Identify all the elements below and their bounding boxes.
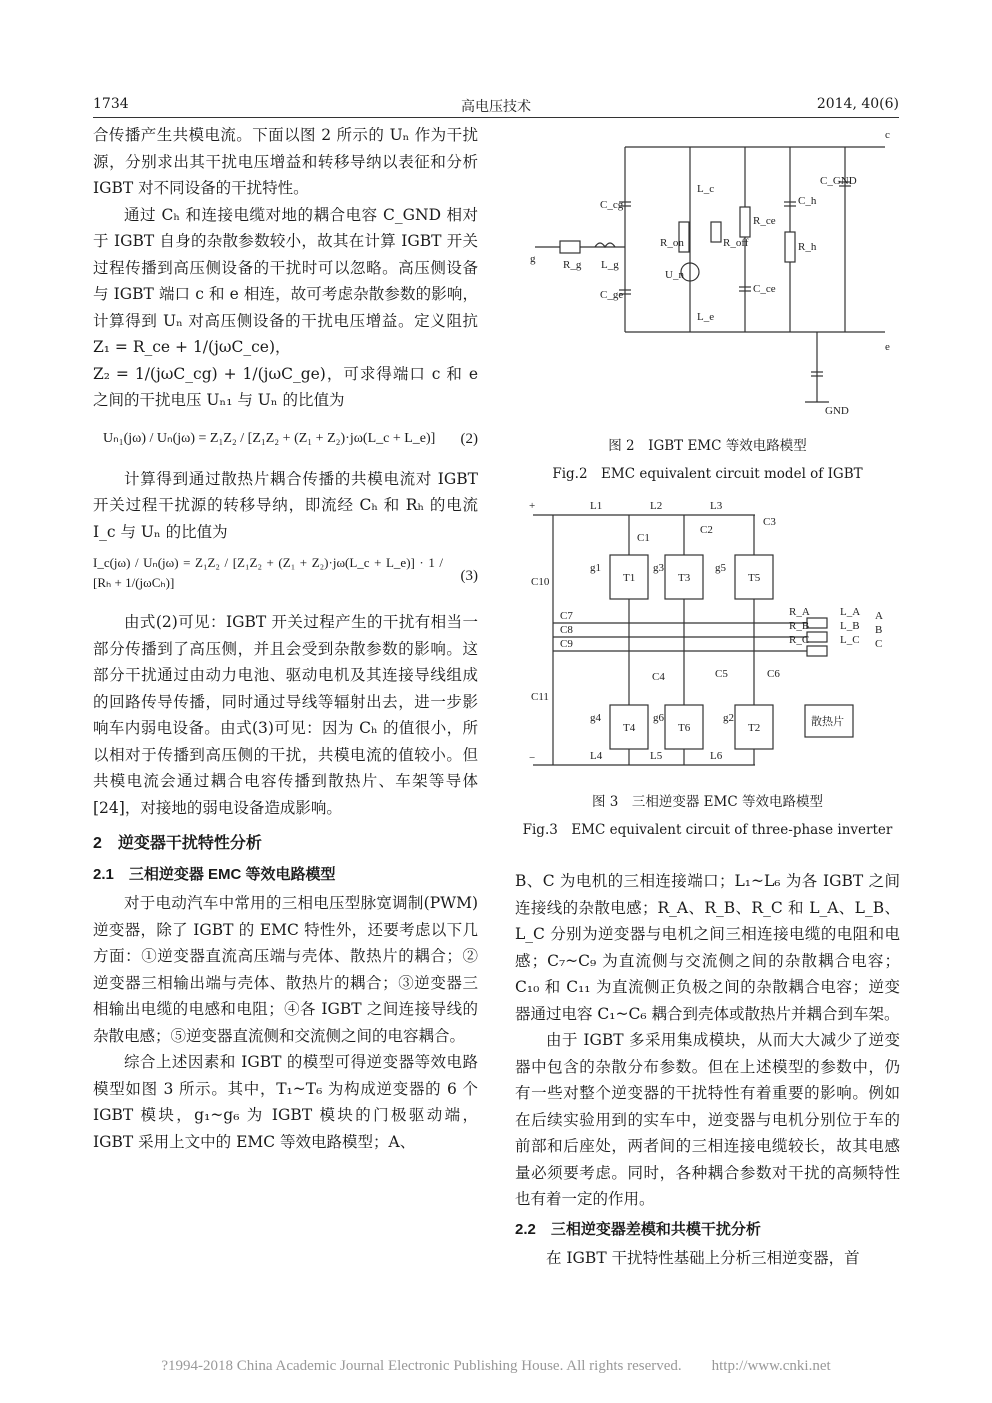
equation-body: Uₙ₁(jω) / Uₙ(jω) = Z₁Z₂ / [Z₁Z₂ + (Z₁ + Z₂)·jω(L_c + L_e)] <box>103 430 436 446</box>
paragraph: 综合上述因素和 IGBT 的模型可得逆变器等效电路模型如图 3 所示。其中，T₁~T₆ 为构成逆变器的 6 个 IGBT 模块，g₁~g₆ 为 IGBT 模块的门极驱动端，IGBT 采用上文中的 EMC 等效电路模型；A、 <box>93 1053 478 1151</box>
journal-title: 高电压技术 <box>461 99 531 115</box>
figure-2-circuit <box>515 122 900 427</box>
svg-text:−: − <box>529 752 536 764</box>
svg-text:T6: T6 <box>678 722 691 734</box>
svg-text:C9: C9 <box>560 638 573 650</box>
equation-3 <box>93 545 478 609</box>
subsection-heading: 2.1 三相逆变器 EMC 等效电路模型 <box>93 865 336 883</box>
right-column <box>515 868 900 1272</box>
svg-text:C6: C6 <box>767 668 780 680</box>
svg-text:c: c <box>885 129 890 141</box>
copyright-footer: ?1994-2018 China Academic Journal Electronic Publishing House. All rights reserved. http://www.cnki.net <box>161 1358 831 1374</box>
figure-3-caption-en: Fig.3 EMC equivalent circuit of three-phase inverter <box>522 822 893 838</box>
svg-text:g5: g5 <box>715 562 726 574</box>
paragraph: B、C 为电机的三相连接端口；L₁~L₆ 为各 IGBT 之间连接线的杂散电感；R_A、R_B、R_C 和 L_A、L_B、L_C 分别为逆变器与电机之间三相连接电缆的电阻和电感；C₇~C₉ 为直流侧与交流侧之间的杂散耦合电容；C₁₀ 和 C₁₁ 为直流侧正负极之间的杂散耦合电容；逆变器通过电容 C₁~C₆ 耦合到壳体或散热片并耦合到车架。 <box>515 872 900 1023</box>
paragraph: 由式(2)可见：IGBT 开关过程产生的干扰有相当一部分传播到了高压侧，并且会受到杂散参数的影响。这部分干扰通过由动力电池、驱动电机及其连接导线组成的回路传导传播，同时通过导线等辐射出去，进一步影响车内弱电设备。由式(3)可见：因为 Cₕ 的值很小，所以相对于传播到高压侧的干扰，共模电流的值较小。但共模电流会通过耦合电容传播到散热片、车架等导体[24]，对接地的弱电设备造成影响。 <box>93 613 478 817</box>
svg-text:R_h: R_h <box>798 241 817 253</box>
svg-text:散热片: 散热片 <box>811 716 844 728</box>
svg-text:T4: T4 <box>623 722 636 734</box>
svg-text:g2: g2 <box>723 712 734 724</box>
paragraph: 由于 IGBT 多采用集成模块，从而大大减少了逆变器中包含的杂散分布参数。但在上述模型的参数中，仍有一些对整个逆变器的干扰特性有着重要的影响。例如在后续实验用到的实车中，逆变器与电机分别位于车的前部和后座处，两者间的三相连接电缆较长，故其电感量必须要考虑。同时，各种耦合参数对干扰的高频特性也有着一定的作用。 <box>515 1031 900 1208</box>
page-number: 1734 <box>93 96 129 112</box>
svg-text:C10: C10 <box>531 576 550 588</box>
svg-text:C11: C11 <box>531 691 549 703</box>
svg-text:C4: C4 <box>652 671 665 683</box>
svg-text:C_ge: C_ge <box>600 289 624 301</box>
svg-text:T2: T2 <box>748 722 761 734</box>
svg-text:L_A: L_A <box>840 606 861 618</box>
figure-3-caption-cn: 图 3 三相逆变器 EMC 等效电路模型 <box>592 794 823 810</box>
svg-text:L2: L2 <box>650 500 663 512</box>
issue-info: 2014, 40(6) <box>816 96 899 112</box>
header-rule <box>93 117 899 118</box>
equation-number: (2) <box>460 430 478 447</box>
svg-text:L3: L3 <box>710 500 723 512</box>
svg-text:C8: C8 <box>560 624 573 636</box>
svg-text:L_B: L_B <box>840 620 860 632</box>
svg-text:R_ce: R_ce <box>753 215 776 227</box>
paragraph: 在 IGBT 干扰特性基础上分析三相逆变器，首 <box>546 1249 860 1267</box>
paragraph: 对于电动汽车中常用的三相电压型脉宽调制(PWM)逆变器，除了 IGBT 的 EMC 特性外，还要考虑以下几方面：①逆变器直流高压端与壳体、散热片的耦合；②逆变器三相输出端与壳体、散热片的耦合；③逆变器三相输出电缆的电感和电阻；④各 IGBT 之间连接导线的杂散电感；⑤逆变器直流侧和交流侧之间的电容耦合。 <box>93 894 478 1045</box>
svg-text:R_on: R_on <box>660 237 684 249</box>
svg-text:T5: T5 <box>748 572 761 584</box>
equation-2 <box>93 414 478 466</box>
svg-text:g6: g6 <box>653 712 664 724</box>
svg-text:C3: C3 <box>763 516 776 528</box>
svg-text:T1: T1 <box>623 572 636 584</box>
svg-text:C_ce: C_ce <box>753 283 776 295</box>
svg-text:g3: g3 <box>653 562 664 574</box>
figure-3-circuit <box>515 495 900 780</box>
svg-text:C5: C5 <box>715 668 728 680</box>
left-column <box>93 122 478 1155</box>
svg-text:L6: L6 <box>710 750 723 762</box>
svg-text:g4: g4 <box>590 712 601 724</box>
svg-text:+: + <box>529 500 536 512</box>
figure-2-caption-en: Fig.2 EMC equivalent circuit model of IGBT <box>552 466 863 482</box>
svg-text:C2: C2 <box>700 524 713 536</box>
svg-text:e: e <box>885 341 890 353</box>
svg-text:g1: g1 <box>590 562 601 574</box>
section-heading: 2 逆变器干扰特性分析 <box>93 835 262 852</box>
svg-text:L1: L1 <box>590 500 603 512</box>
equation-number: (3) <box>460 568 478 584</box>
svg-text:R_C: R_C <box>789 634 810 646</box>
svg-text:L_e: L_e <box>697 311 715 323</box>
svg-text:R_g: R_g <box>563 259 582 271</box>
svg-text:L_c: L_c <box>697 183 715 195</box>
svg-text:L4: L4 <box>590 750 603 762</box>
svg-text:C: C <box>875 638 883 650</box>
svg-text:A: A <box>875 610 883 622</box>
svg-text:L_C: L_C <box>840 634 860 646</box>
paragraph: Z₂ = 1/(jωC_cg) + 1/(jωC_ge)，可求得端口 c 和 e 之间的干扰电压 Uₙ₁ 与 Uₙ 的比值为 <box>93 364 478 409</box>
svg-text:R_B: R_B <box>789 620 810 632</box>
svg-text:C_cg: C_cg <box>600 199 624 211</box>
figure-2-caption-cn: 图 2 IGBT EMC 等效电路模型 <box>608 438 807 454</box>
svg-text:B: B <box>875 624 883 636</box>
svg-text:U_n: U_n <box>665 269 684 281</box>
equation-body: I_c(jω) / Uₙ(jω) = Z₁Z₂ / [Z₁Z₂ + (Z₁ + Z₂)·jω(L_c + L_e)] · 1 / [Rₕ + 1/(jωCₕ)] <box>93 555 443 590</box>
paragraph: 合传播产生共模电流。下面以图 2 所示的 Uₙ 作为干扰源，分别求出其干扰电压增益和转移导纳以表征和分析 IGBT 对不同设备的干扰特性。 <box>93 126 478 197</box>
svg-text:GND: GND <box>825 405 849 417</box>
svg-text:g: g <box>530 253 536 265</box>
svg-text:C7: C7 <box>560 610 573 622</box>
svg-text:R_A: R_A <box>789 606 810 618</box>
svg-text:R_off: R_off <box>723 237 749 249</box>
subsection-heading: 2.2 三相逆变器差模和共模干扰分析 <box>515 1220 761 1238</box>
svg-text:C_h: C_h <box>798 195 817 207</box>
paragraph: 通过 Cₕ 和连接电缆对地的耦合电容 C_GND 相对于 IGBT 自身的杂散参数较小，故其在计算 IGBT 开关过程传播到高压侧设备的干扰时可以忽略。高压侧设备与 IGBT 端口 c 和 e 相连，故可考虑杂散参数的影响，计算得到 Uₙ 对高压侧设备的干扰电压增益。定义阻抗 Z₁ = R_ce + 1/(jωC_ce)， <box>93 205 478 356</box>
svg-text:T3: T3 <box>678 572 691 584</box>
paragraph: 计算得到通过散热片耦合传播的共模电流对 IGBT 开关过程干扰源的转移导纳，即流经 Cₕ 和 Rₕ 的电流 I_c 与 Uₙ 的比值为 <box>93 469 478 541</box>
svg-text:L_g: L_g <box>601 259 619 271</box>
svg-text:L5: L5 <box>650 750 663 762</box>
svg-text:C1: C1 <box>637 532 650 544</box>
svg-text:C_GND: C_GND <box>820 175 857 187</box>
